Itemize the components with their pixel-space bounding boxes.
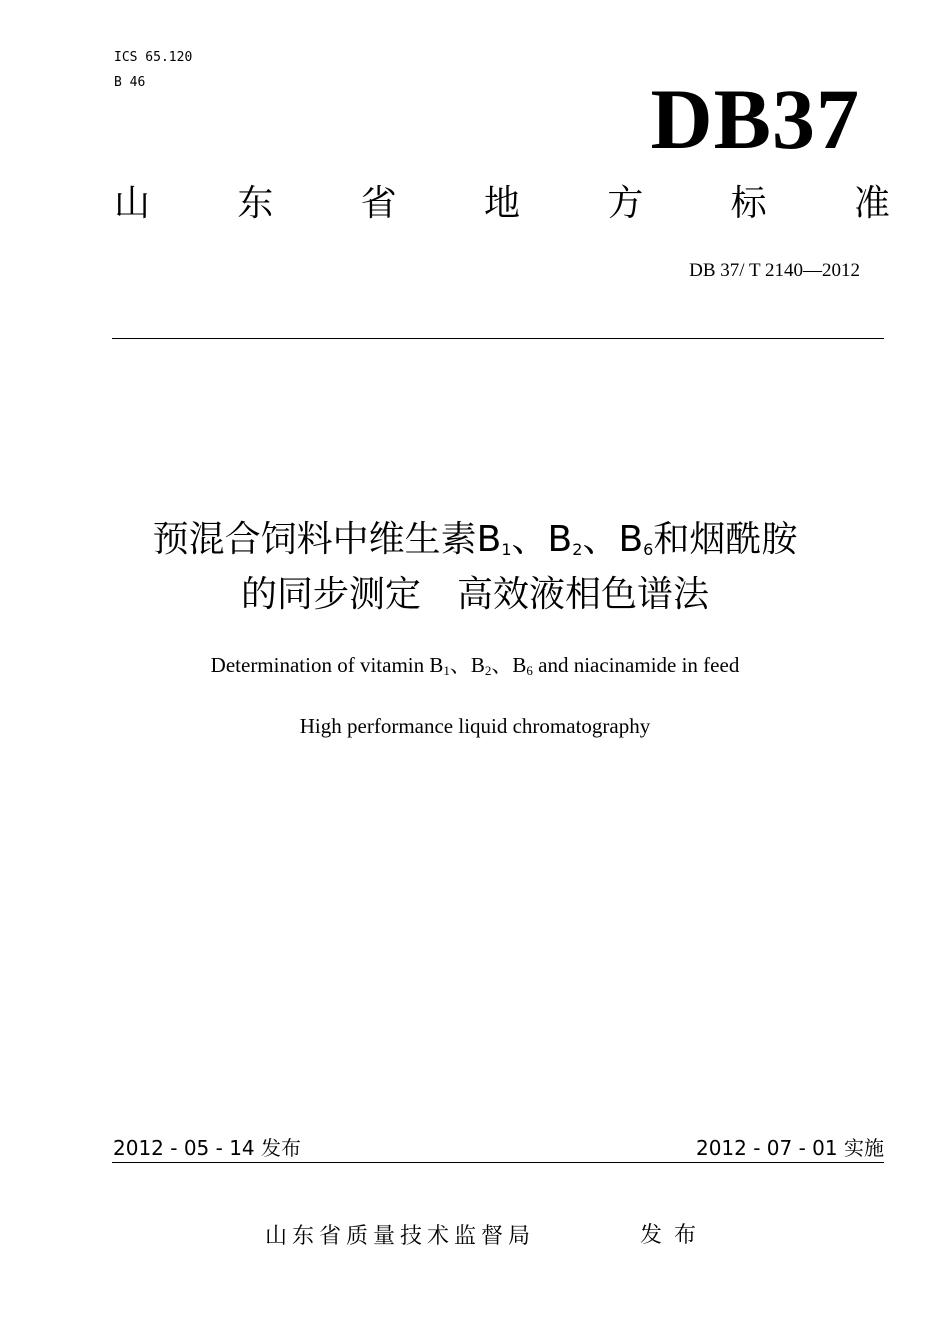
standard-type-title: [114, 183, 890, 224]
title-en-line2: High performance liquid chromatography: [299, 714, 651, 738]
standard-type-char: 省: [360, 183, 397, 224]
standard-type-char: 准: [853, 183, 890, 224]
top-divider: [112, 338, 884, 339]
issuing-authority: 山东省质量技术监督局: [265, 1224, 536, 1249]
standard-type-char: 东: [237, 183, 274, 224]
title-cn-separator: 、B: [582, 519, 644, 560]
subscript: 2: [484, 663, 492, 678]
standard-number: DB 37/ T 2140—2012: [689, 260, 860, 281]
title-en-line1: [0, 655, 950, 677]
subscript: 2: [572, 540, 583, 559]
title-cn-line1: [0, 519, 950, 560]
subscript: 1: [443, 663, 450, 678]
title-cn-line2: 的同步测定 高效液相色谱法: [240, 574, 709, 615]
publish-date: 2012 - 05 - 14 发布: [113, 1136, 302, 1160]
issue-label: 发布: [640, 1223, 709, 1248]
standard-type-char: 标: [730, 183, 767, 224]
ccs-code: B 46: [114, 75, 146, 90]
effective-date: 2012 - 07 - 01 实施: [695, 1136, 884, 1160]
title-en-text: Determination of vitamin B: [210, 653, 444, 677]
standard-type-char: 方: [607, 183, 644, 224]
title-cn-separator: 、B: [511, 519, 573, 560]
title-en-separator: 、B: [491, 653, 527, 677]
subscript: 1: [501, 540, 512, 559]
title-en-text: and niacinamide in feed: [532, 653, 740, 677]
subscript: 6: [643, 540, 654, 559]
standard-type-char: 山: [114, 183, 151, 224]
title-en-separator: 、B: [449, 653, 485, 677]
bottom-divider: [112, 1162, 884, 1163]
ics-code: ICS 65.120: [114, 50, 193, 65]
standard-type-char: 地: [483, 183, 520, 224]
title-cn-text: 预混合饲料中维生素B: [152, 519, 502, 560]
subscript: 6: [526, 663, 533, 678]
title-cn-text: 和烟酰胺: [653, 519, 798, 560]
db37-logo: DB37: [650, 71, 860, 167]
